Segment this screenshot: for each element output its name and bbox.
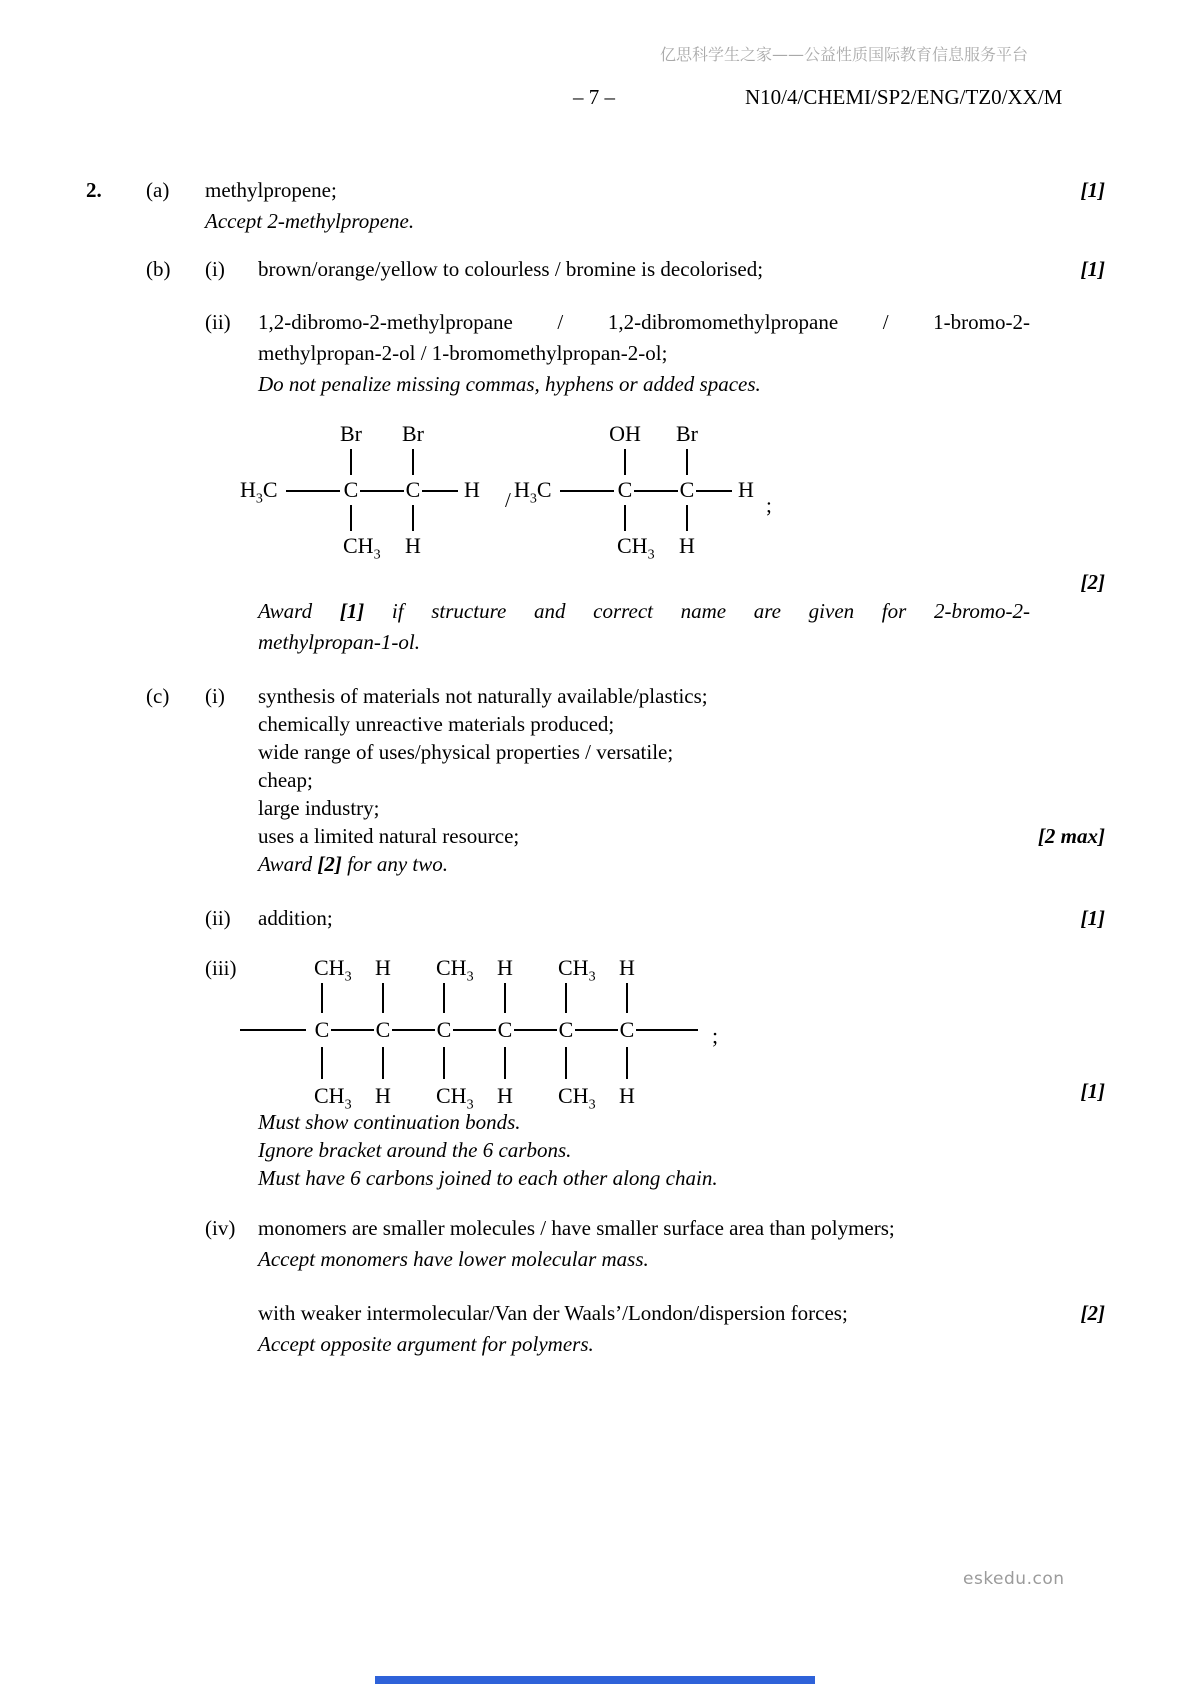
part-c-i-mark: [2 max] (1037, 824, 1105, 848)
part-c-iii-mark: [1] (1080, 1079, 1105, 1103)
part-b-ii-award-note-line2: methylpropan-1-ol. (258, 630, 420, 654)
part-b-i-answer: brown/orange/yellow to colourless / bromine is decolorised; (258, 257, 764, 281)
atom-label: C (343, 477, 359, 502)
note-line: Must show continuation bonds. (258, 1110, 521, 1134)
part-c-iv-mark: [2] (1080, 1301, 1105, 1325)
atom-label: $CH_3$ (558, 955, 596, 985)
bond-vertical (626, 1047, 628, 1079)
bond-vertical (686, 505, 688, 531)
bond-horizontal (360, 490, 404, 492)
slash-separator: / (505, 488, 511, 512)
structure-bromo-methylpropanol (514, 421, 764, 561)
part-c-iv-note1: Accept monomers have lower molecular mass. (258, 1247, 649, 1271)
bond-horizontal (634, 490, 678, 492)
bond-horizontal (331, 1029, 374, 1031)
answer-line: uses a limited natural resource; (258, 824, 520, 848)
part-c-iv-answer1: monomers are smaller molecules / have smaller surface area than polymers; (258, 1216, 895, 1240)
part-c-iii-label: (iii) (205, 956, 237, 980)
bond-horizontal (422, 490, 458, 492)
atom-label: C (405, 477, 421, 502)
award-mark-inline: [2] (317, 852, 342, 876)
part-a-note: Accept 2-methylpropene. (205, 209, 415, 233)
award-text: if structure and correct name are given for 2-bromo-2- (391, 599, 1031, 623)
part-b-ii-answer-line1: 1,2-dibromo-2-methylpropane / 1,2-dibromomethylpropane / 1-bromo-2- (258, 310, 1030, 334)
note-line: Ignore bracket around the 6 carbons. (258, 1138, 572, 1162)
part-a-answer: methylpropene; (205, 178, 337, 202)
footer-bar (375, 1676, 815, 1684)
atom-label: C (617, 477, 633, 502)
award-mark-inline: [1] (339, 599, 365, 623)
part-c-ii-label: (ii) (205, 906, 231, 930)
part-c-i-label: (i) (205, 684, 225, 708)
atom-label: $CH_3$ (314, 1083, 352, 1113)
answer-line: wide range of uses/physical properties / versatile; (258, 740, 674, 764)
bond-vertical (382, 1047, 384, 1079)
atom-label: $H_3C$ (514, 477, 552, 507)
atom-label: Br (402, 421, 424, 446)
bond-horizontal (560, 490, 614, 492)
atom-label: H (619, 1083, 635, 1108)
part-b-ii-label: (ii) (205, 310, 231, 334)
site-banner: 亿思科学生之家——公益性质国际教育信息服务平台 (660, 45, 1029, 64)
bond-vertical (412, 505, 414, 531)
bond-horizontal (453, 1029, 496, 1031)
watermark: eskedu.con (963, 1569, 1065, 1589)
atom-label: $CH_3$ (558, 1083, 596, 1113)
bond-vertical (504, 1047, 506, 1079)
part-b-i-mark: [1] (1080, 257, 1105, 281)
atom-label: $CH_3$ (617, 533, 655, 563)
paper-code: N10/4/CHEMI/SP2/ENG/TZ0/XX/M (745, 85, 1063, 109)
bond-vertical (350, 505, 352, 531)
note-line: Must have 6 carbons joined to each other along chain. (258, 1166, 718, 1190)
atom-label: C (436, 1017, 452, 1042)
atom-label: OH (609, 421, 641, 446)
bond-vertical (626, 983, 628, 1013)
part-b-ii-award-note (258, 598, 1030, 624)
atom-label: H (375, 1083, 391, 1108)
atom-label: $CH_3$ (314, 955, 352, 985)
answer-line: chemically unreactive materials produced; (258, 712, 615, 736)
atom-label: C (619, 1017, 635, 1042)
part-a-mark: [1] (1080, 178, 1105, 202)
atom-label: H (679, 533, 695, 558)
part-c-label: (c) (146, 684, 170, 708)
part-b-ii-answer-line2: methylpropan-2-ol / 1-bromomethylpropan-2-ol; (258, 341, 668, 365)
atom-label: C (558, 1017, 574, 1042)
structure-dibromo-methylpropane (240, 421, 490, 561)
award-text: for any two. (347, 852, 448, 876)
bond-vertical (321, 1047, 323, 1079)
bond-vertical (443, 983, 445, 1013)
atom-label: $H_3C$ (240, 477, 278, 507)
bond-horizontal (286, 490, 340, 492)
bond-vertical (443, 1047, 445, 1079)
award-text: Award (258, 599, 313, 623)
bond-horizontal (514, 1029, 557, 1031)
part-c-iv-label: (iv) (205, 1216, 236, 1240)
part-c-ii-mark: [1] (1080, 906, 1105, 930)
structure-terminator: ; (712, 1023, 719, 1048)
part-b-ii-mark: [2] (1080, 570, 1105, 594)
structure-terminator: ; (766, 493, 772, 517)
bond-vertical (565, 1047, 567, 1079)
atom-label: Br (676, 421, 698, 446)
atom-label: H (375, 955, 391, 980)
part-c-ii-answer: addition; (258, 906, 333, 930)
part-c-i-award-note (258, 851, 448, 877)
bond-vertical (624, 449, 626, 475)
atom-label: Br (340, 421, 362, 446)
bond-vertical (686, 449, 688, 475)
bond-horizontal (392, 1029, 435, 1031)
continuation-bond (240, 1029, 306, 1031)
part-b-label: (b) (146, 257, 171, 281)
bond-vertical (504, 983, 506, 1013)
answer-line: synthesis of materials not naturally available/plastics; (258, 684, 708, 708)
page-number: – 7 – (573, 85, 615, 109)
atom-label: $CH_3$ (343, 533, 381, 563)
answer-line: large industry; (258, 796, 380, 820)
continuation-bond (636, 1029, 698, 1031)
bond-vertical (412, 449, 414, 475)
structure-polymer-chain (240, 955, 740, 1113)
bond-vertical (624, 505, 626, 531)
part-c-iv-note2: Accept opposite argument for polymers. (258, 1332, 594, 1356)
atom-label: H (497, 955, 513, 980)
atom-label: C (497, 1017, 513, 1042)
bond-horizontal (575, 1029, 618, 1031)
atom-label: C (375, 1017, 391, 1042)
part-c-iv-answer2: with weaker intermolecular/Van der Waals’/London/dispersion forces; (258, 1301, 848, 1325)
bond-vertical (350, 449, 352, 475)
part-b-ii-note: Do not penalize missing commas, hyphens or added spaces. (258, 372, 761, 396)
answer-line: cheap; (258, 768, 313, 792)
bond-horizontal (696, 490, 732, 492)
atom-label: H (497, 1083, 513, 1108)
question-number: 2. (86, 178, 102, 202)
part-b-i-label: (i) (205, 257, 225, 281)
part-a-label: (a) (146, 178, 170, 202)
bond-vertical (565, 983, 567, 1013)
atom-label: $CH_3$ (436, 955, 474, 985)
atom-label: H (464, 477, 480, 502)
atom-label: H (619, 955, 635, 980)
bond-vertical (382, 983, 384, 1013)
atom-label: $CH_3$ (436, 1083, 474, 1113)
atom-label: C (314, 1017, 330, 1042)
bond-vertical (321, 983, 323, 1013)
atom-label: C (679, 477, 695, 502)
award-text: Award (258, 852, 313, 876)
atom-label: H (738, 477, 754, 502)
atom-label: H (405, 533, 421, 558)
